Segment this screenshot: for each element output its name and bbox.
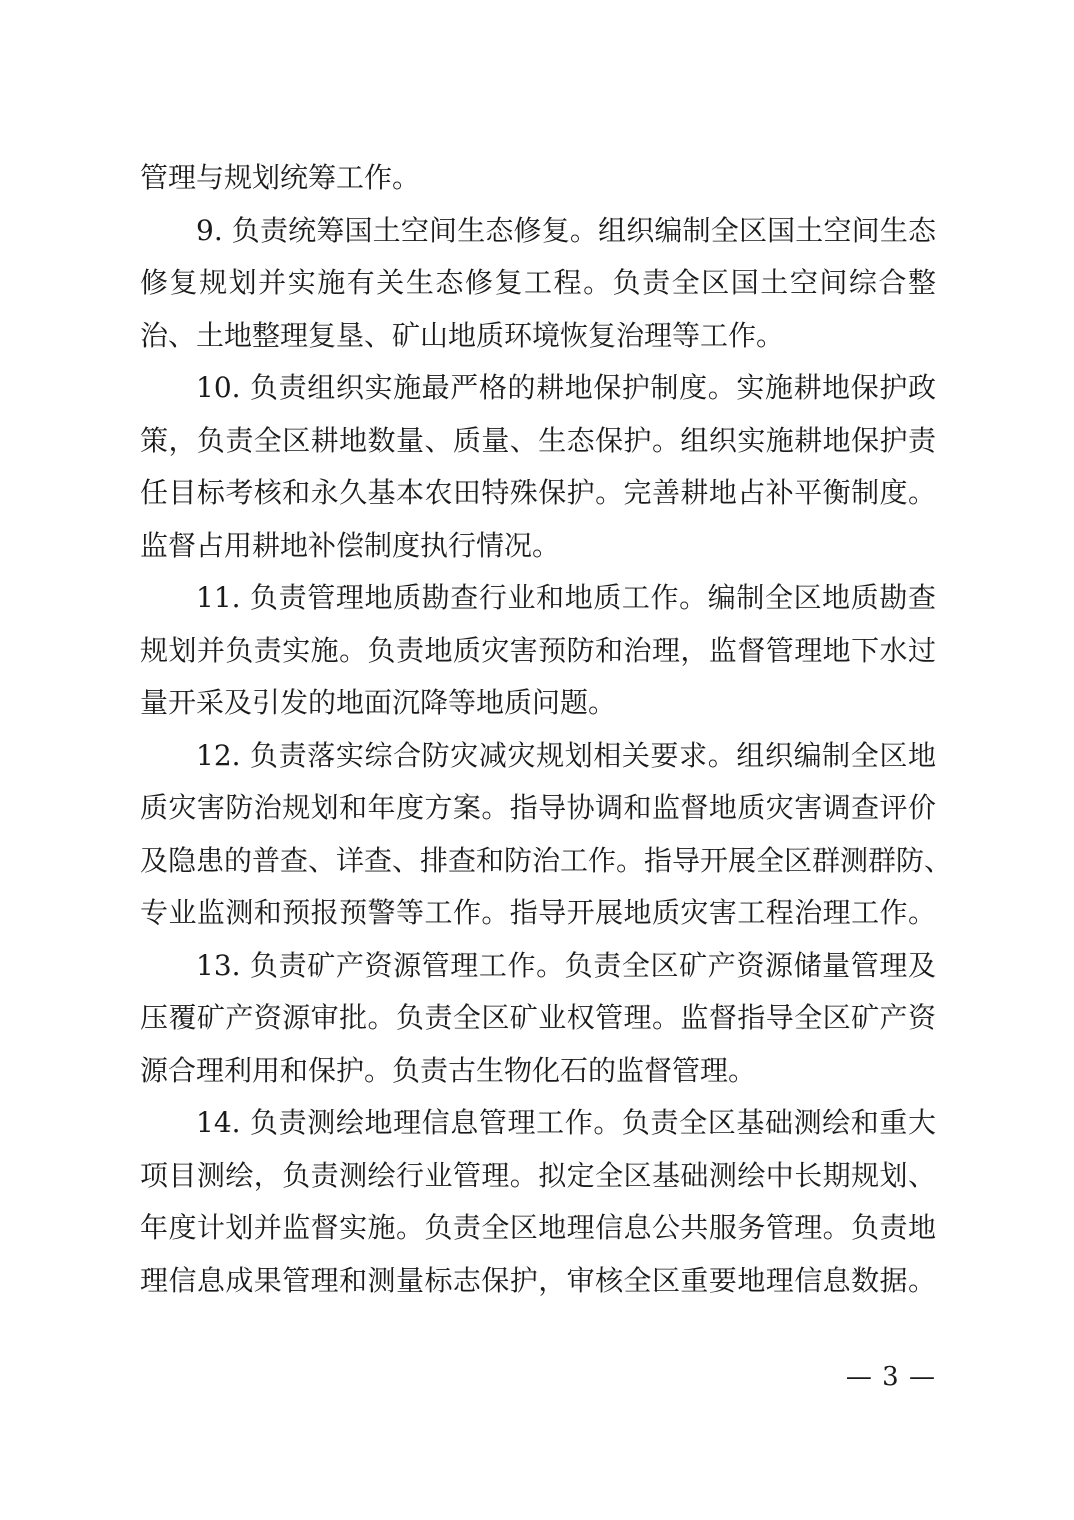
text-line: 规划并负责实施。负责地质灾害预防和治理，监督管理地下水过 [140,633,936,667]
text-line: 修复规划并实施有关生态修复工程。负责全区国土空间综合整 [140,266,936,299]
text-line: 质灾害防治规划和年度方案。指导协调和监督地质灾害调查评价 [140,791,936,824]
text-line: 及隐患的普查、详查、排查和防治工作。指导开展全区群测群防、 [140,843,953,877]
text-line: 11. 负责管理地质勘查行业和地质工作。编制全区地质勘查 [196,581,936,614]
text-line: 13. 负责矿产资源管理工作。负责全区矿产资源储量管理及 [196,948,936,982]
text-line: 专业监测和预报预警等工作。指导开展地质灾害工程治理工作。 [140,896,936,929]
text-line: 监督占用耕地补偿制度执行情况。 [140,528,561,562]
text-line: 项目测绘，负责测绘行业管理。拟定全区基础测绘中长期规划、 [140,1158,936,1192]
text-line: 压覆矿产资源审批。负责全区矿业权管理。监督指导全区矿产资 [140,1001,936,1034]
text-line: 源合理利用和保护。负责古生物化石的监督管理。 [140,1053,757,1087]
text-line: 14. 负责测绘地理信息管理工作。负责全区基础测绘和重大 [196,1106,936,1139]
text-line: 年度计划并监督实施。负责全区地理信息公共服务管理。负责地 [140,1211,936,1244]
text-line: 量开采及引发的地面沉降等地质问题。 [140,686,617,719]
page-number: — 3 — [845,1362,936,1392]
text-line: 10. 负责组织实施最严格的耕地保护制度。实施耕地保护政 [196,371,936,404]
text-line: 理信息成果管理和测量标志保护，审核全区重要地理信息数据。 [140,1263,936,1297]
body-text [140,152,953,1307]
text-line: 12. 负责落实综合防灾减灾规划相关要求。组织编制全区地 [196,738,936,772]
text-line: 任目标考核和永久基本农田特殊保护。完善耕地占补平衡制度。 [140,476,936,509]
text-line: 管理与规划统筹工作。 [140,161,421,194]
text-line: 9. 负责统筹国土空间生态修复。组织编制全区国土空间生态 [196,213,936,247]
text-line: 策，负责全区耕地数量、质量、生态保护。组织实施耕地保护责 [140,423,936,457]
text-line: 治、土地整理复垦、矿山地质环境恢复治理等工作。 [140,318,785,352]
